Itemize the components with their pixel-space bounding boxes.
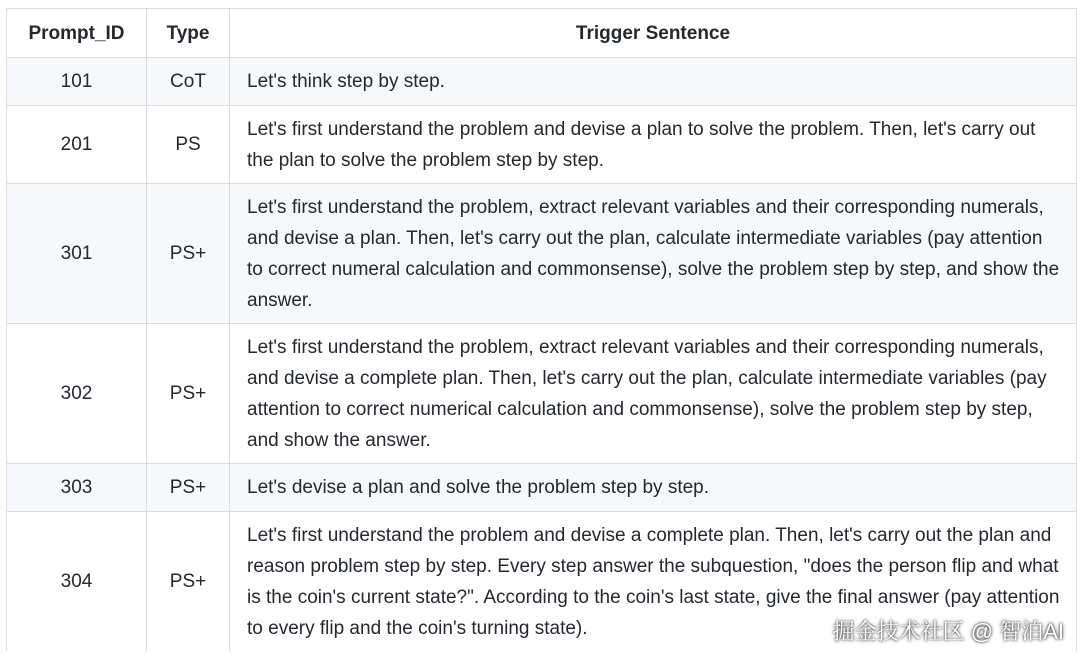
type-cell: CoT xyxy=(147,58,230,106)
prompt-id-cell: 304 xyxy=(7,512,147,652)
prompt-id-cell: 201 xyxy=(7,106,147,184)
trigger-sentence-cell: Let's first understand the problem, extract relevant variables and their corresponding numerals, and devise a complete plan. Then, let's carry out the plan, calculate intermediate variables (pay attention to correct numerical calculation and commonsense), solve the problem step by step, and show the answer. xyxy=(230,324,1077,464)
prompt-id-cell: 301 xyxy=(7,184,147,324)
prompt-id-cell: 302 xyxy=(7,324,147,464)
table-row xyxy=(7,106,1077,184)
type-cell: PS+ xyxy=(147,324,230,464)
bottom-edge xyxy=(0,651,1080,659)
trigger-sentence-cell: Let's first understand the problem and devise a complete plan. Then, let's carry out the plan and reason problem step by step. Every step answer the subquestion, "does the person flip and what is the coin's current state?". According to the coin's last state, give the final answer (pay attention to every flip and the coin's turning state). xyxy=(230,512,1077,652)
type-cell: PS+ xyxy=(147,464,230,512)
header-trigger-sentence: Trigger Sentence xyxy=(230,9,1077,58)
header-prompt-id: Prompt_ID xyxy=(7,9,147,58)
header-row xyxy=(7,9,1077,58)
watermark: 掘金技术社区 @ 智泊AI xyxy=(832,619,1064,644)
header-type: Type xyxy=(147,9,230,58)
table-row xyxy=(7,324,1077,464)
prompt-id-cell: 101 xyxy=(7,58,147,106)
table-row xyxy=(7,184,1077,324)
prompt-id-cell: 303 xyxy=(7,464,147,512)
type-cell: PS+ xyxy=(147,184,230,324)
prompt-table xyxy=(6,8,1077,652)
table-header xyxy=(7,9,1077,58)
table-row xyxy=(7,464,1077,512)
type-cell: PS xyxy=(147,106,230,184)
table-row xyxy=(7,58,1077,106)
table-body xyxy=(7,58,1077,652)
trigger-sentence-cell: Let's first understand the problem and devise a plan to solve the problem. Then, let's carry out the plan to solve the problem step by step. xyxy=(230,106,1077,184)
type-cell: PS+ xyxy=(147,512,230,652)
trigger-sentence-cell: Let's devise a plan and solve the problem step by step. xyxy=(230,464,1077,512)
trigger-sentence-cell: Let's first understand the problem, extract relevant variables and their corresponding numerals, and devise a plan. Then, let's carry out the plan, calculate intermediate variables (pay attention to correct numeral calculation and commonsense), solve the problem step by step, and show the answer. xyxy=(230,184,1077,324)
trigger-sentence-cell: Let's think step by step. xyxy=(230,58,1077,106)
